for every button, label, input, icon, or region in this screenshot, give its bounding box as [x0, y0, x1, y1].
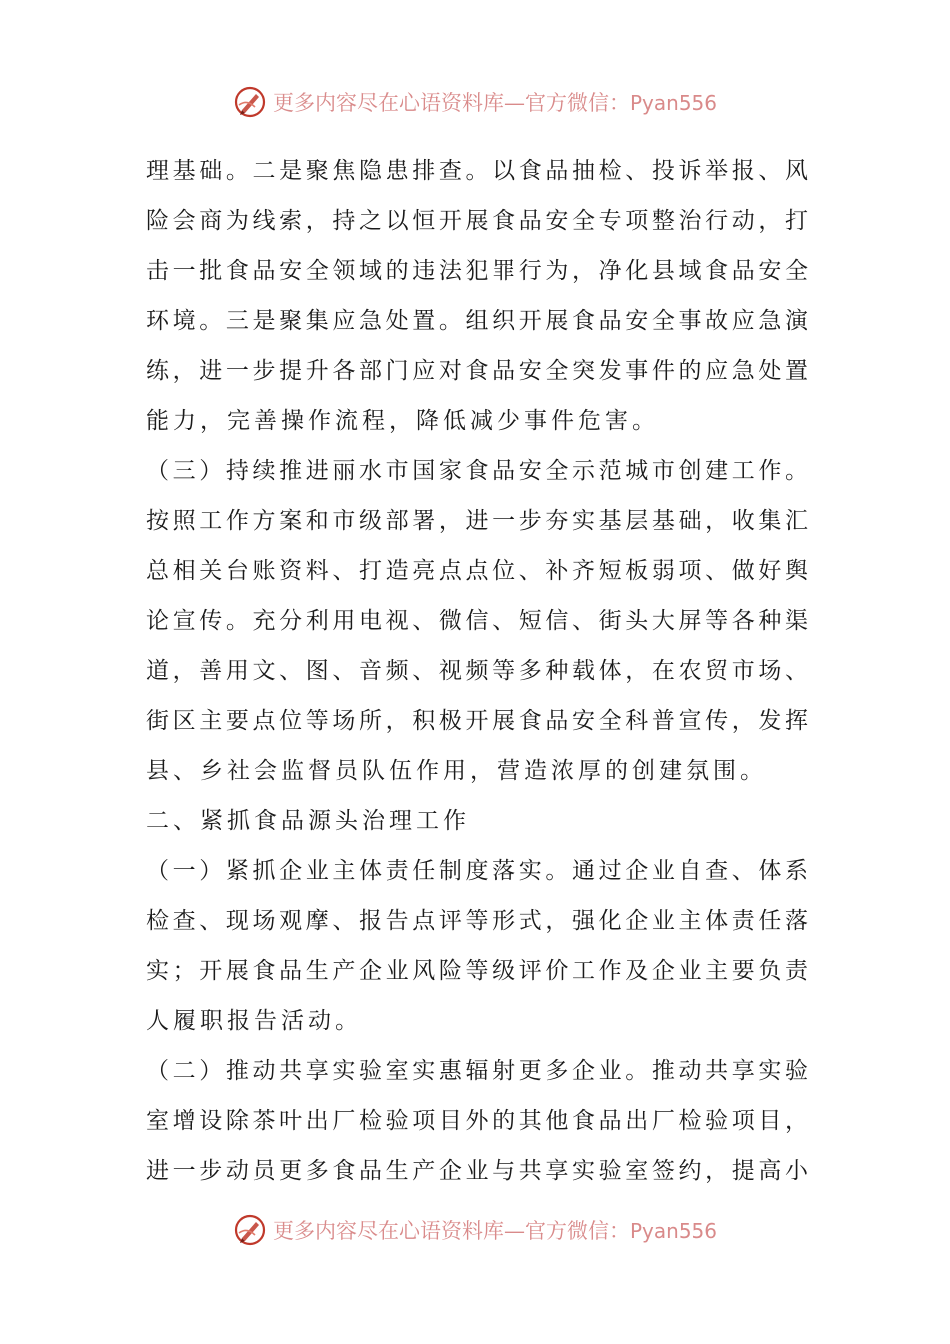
watermark-header-inner — [233, 85, 717, 119]
body-text-line: 按照工作方案和市级部署，进一步夯实基层基础，收集汇 — [146, 508, 808, 534]
body-text-line: 理基础。二是聚焦隐患排查。以食品抽检、投诉举报、风 — [146, 158, 808, 184]
body-text-line: 道，善用文、图、音频、视频等多种载体，在农贸市场、 — [146, 658, 808, 684]
body-text-line: 人履职报告活动。 — [146, 1008, 362, 1034]
body-text-line: 能力，完善操作流程，降低减少事件危害。 — [146, 408, 659, 434]
body-text-line: 实；开展食品生产企业风险等级评价工作及企业主要负责 — [146, 958, 808, 984]
watermark-brand: 更多内容尽在心语资料库 — [272, 91, 504, 115]
body-text-line: （二）推动共享实验室实惠辐射更多企业。推动共享实验 — [146, 1058, 808, 1084]
watermark-brand: 更多内容尽在心语资料库 — [272, 1219, 504, 1243]
watermark-header — [0, 82, 950, 122]
watermark-separator: — — [503, 91, 525, 115]
document-body — [146, 146, 808, 1196]
body-text-line: 检查、现场观摩、报告点评等形式，强化企业主体责任落 — [146, 908, 808, 934]
body-text-line: 室增设除茶叶出厂检验项目外的其他食品出厂检验项目， — [146, 1108, 808, 1134]
body-text-line: 练，进一步提升各部门应对食品安全突发事件的应急处置 — [146, 358, 808, 384]
watermark-separator: — — [503, 1219, 525, 1243]
body-text-line: 险会商为线索，持之以恒开展食品安全专项整治行动，打 — [146, 208, 808, 234]
body-text-line: 街区主要点位等场所，积极开展食品安全科普宣传，发挥 — [146, 708, 808, 734]
watermark-suffix: 官方微信： — [524, 91, 630, 115]
body-text-line: （三）持续推进丽水市国家食品安全示范城市创建工作。 — [146, 458, 808, 484]
body-text-line: （一）紧抓企业主体责任制度落实。通过企业自查、体系 — [146, 858, 808, 884]
watermark-account: Pyan556 — [629, 91, 717, 115]
watermark-footer — [0, 1210, 950, 1250]
watermark-suffix: 官方微信： — [524, 1219, 630, 1243]
pen-logo-icon — [233, 1213, 267, 1247]
watermark-footer-inner — [233, 1213, 717, 1247]
watermark-header-text — [273, 87, 717, 117]
watermark-footer-text — [273, 1215, 717, 1245]
body-text-line: 县、乡社会监督员队伍作用，营造浓厚的创建氛围。 — [146, 758, 767, 784]
watermark-account: Pyan556 — [629, 1219, 717, 1243]
body-text-line: 二、紧抓食品源头治理工作 — [146, 808, 470, 834]
body-text-line: 击一批食品安全领域的违法犯罪行为，净化县域食品安全 — [146, 258, 808, 284]
body-text-line: 进一步动员更多食品生产企业与共享实验室签约，提高小 — [146, 1158, 808, 1184]
pen-logo-icon — [233, 85, 267, 119]
body-text-line: 论宣传。充分利用电视、微信、短信、街头大屏等各种渠 — [146, 608, 808, 634]
body-text-line: 环境。三是聚集应急处置。组织开展食品安全事故应急演 — [146, 308, 808, 334]
body-text-line: 总相关台账资料、打造亮点点位、补齐短板弱项、做好舆 — [146, 558, 808, 584]
